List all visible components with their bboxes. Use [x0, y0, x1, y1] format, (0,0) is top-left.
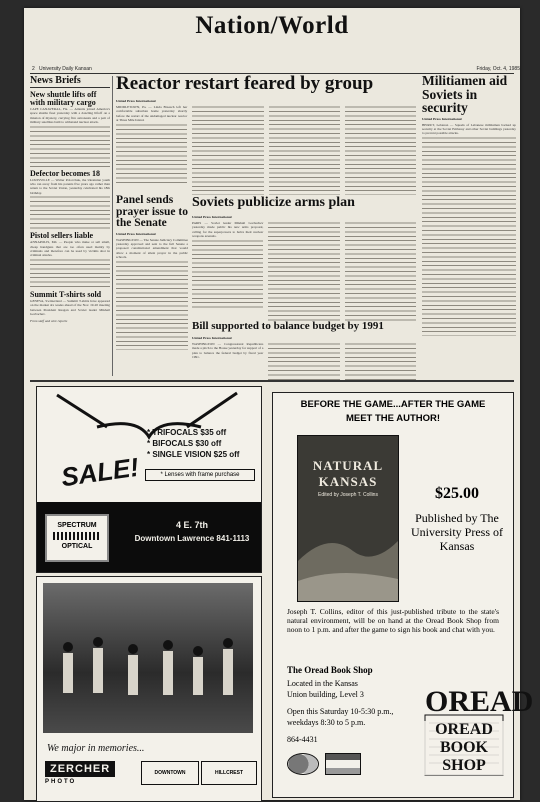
spectrum-footer [37, 502, 261, 572]
band-silhouettes [43, 583, 253, 733]
shop-location-1: Located in the Kansas [287, 679, 358, 688]
folio-line [32, 66, 520, 72]
reactor-headline: Reactor restart feared by group [116, 73, 374, 94]
soviets-byline: United Press International [192, 215, 232, 219]
shop-phone: 864-4431 [287, 735, 318, 744]
budget-lede: WASHINGTON — Congressional Republicans made a pitch to the House yesterday for support of a plan to balance the federal budget by fiscal year 1991. [192, 342, 264, 360]
soviets-headline: Soviets publicize arms plan [192, 195, 355, 210]
militiamen-lede: BEIRUT, Lebanon — Squads of Lebanese militiamen backed up security at the Soviet Embassy and other Soviet buildings yesterday to prevent possible attacks. [422, 122, 516, 136]
brief-2-body [30, 195, 110, 229]
panel-lede: WASHINGTON — The Senate Judiciary Committee yesterday approved and sent to the full Senate a proposed constitutional amendment that would allow a moment of silent prayer in the public schools. [116, 237, 188, 260]
oread-logo-text: OREAD BOOK SHOP [423, 721, 505, 775]
hillcrest-location: HILLCREST [201, 761, 257, 785]
trifocals-price: * TRIFOCALS $35 off [147, 428, 227, 437]
book-cover [297, 435, 399, 602]
mastercard-icon [287, 753, 319, 775]
zercher-sub: PHOTO [45, 779, 77, 785]
panel-story [116, 195, 188, 378]
book-price: $25.00 [435, 485, 479, 502]
shop-name: The Oread Book Shop [287, 665, 373, 675]
brief-1-body [30, 125, 110, 167]
soviets-col-3 [345, 221, 416, 321]
lens-price-list [147, 427, 255, 460]
budget-col-3 [345, 342, 416, 382]
prairie-illustration [298, 491, 398, 601]
reactor-byline: United Press International [116, 99, 156, 103]
spectrum-address-2: Downtown Lawrence 841-1113 [134, 534, 250, 543]
paper-name: University Daily Kansan [38, 66, 92, 72]
panel-byline: United Press International [116, 231, 156, 236]
brief-1-title: New shuttle lifts off with military cargo [30, 90, 97, 107]
shop-hours-1: Open this Saturday 10-5:30 p.m., [287, 707, 394, 716]
reactor-col-4 [345, 105, 416, 195]
budget-columns [192, 342, 416, 382]
section-masthead: Nation/World [195, 12, 349, 39]
reactor-columns [116, 105, 416, 195]
reactor-lede: MIDDLETOWN, Pa. — Linda Braasch left her comfortable suburban home yesterday shortly before the restart of the undamaged nuclear reactor at Three Mile Island. [116, 105, 188, 123]
spectrum-logo [45, 514, 109, 562]
budget-byline: United Press International [192, 336, 232, 340]
shop-location-2: Union building, Level 3 [287, 690, 364, 699]
page-number [32, 66, 92, 72]
soviets-text-1 [192, 239, 263, 309]
reactor-story [116, 97, 416, 193]
reactor-text-1 [116, 123, 187, 183]
ad-divider-rule [30, 380, 514, 382]
book-ad-headline-2: MEET THE AUTHOR! [345, 413, 441, 424]
oread-logo-word-1: OREAD [425, 685, 534, 718]
oread-book-shop-ad [272, 392, 534, 798]
budget-col-2 [268, 342, 339, 382]
soviets-story [192, 213, 416, 319]
panel-headline: Panel sends prayer issue to the Senate [116, 194, 188, 229]
soviets-col-1 [192, 221, 263, 321]
reactor-col-2 [192, 105, 263, 195]
soviets-col-2 [268, 221, 339, 321]
book-cover-title: NATURAL KANSAS [312, 458, 384, 489]
visa-icon [325, 753, 361, 775]
logo-stripes [53, 532, 101, 540]
spectrum-logo-bottom: OPTICAL [61, 543, 93, 550]
brief-4-text: GENEVA, Switzerland — Summit T-shirts have appeared on the market six weeks ahead of the Nov. 19-20 meeting between President Reagan and Soviet leader Mikhail Gorbachev. [30, 298, 110, 317]
reactor-col-3 [269, 105, 340, 195]
militiamen-headline: Militiamen aid Soviets in security [422, 73, 508, 115]
single-vision-price: * SINGLE VISION $25 off [147, 450, 240, 459]
briefs-credit: From staff and wire reports [30, 318, 68, 323]
panel-body [116, 260, 188, 350]
soviets-columns [192, 221, 416, 321]
brief-3-text: ANNAPOLIS, Md. — People who make or sell small, cheap handguns that are too often used mainly by criminals and therefore can be used by victims shot in criminal attacks. [30, 240, 110, 258]
brief-3-body [30, 258, 110, 288]
oread-logo [423, 683, 534, 779]
zercher-photo-ad [36, 576, 262, 802]
issue-date: Friday, Oct. 4, 1985 [476, 66, 520, 72]
column-divider [112, 76, 113, 376]
budget-story [192, 334, 416, 378]
credit-card-logos [287, 753, 387, 777]
budget-headline: Bill supported to balance budget by 1991 [192, 320, 384, 332]
reactor-col-1 [116, 105, 187, 195]
brief-4-title: Summit T-shirts sold [30, 289, 102, 299]
page-number-value: 2 [32, 66, 35, 72]
bifocals-price: * BIFOCALS $30 off [147, 439, 222, 448]
shop-hours-2: weekdays 8:30 to 5 p.m. [287, 718, 366, 727]
lens-note: * Lenses with frame purchase [145, 469, 255, 481]
book-ad-headline: BEFORE THE GAME...AFTER THE GAME [300, 399, 486, 410]
brief-3-title: Pistol sellers liable [30, 231, 94, 241]
militiamen-story [422, 74, 516, 378]
marching-band-photo [43, 583, 253, 733]
news-briefs-column [30, 76, 110, 376]
spectrum-address: 4 E. 7th [175, 520, 208, 530]
brief-1-text: CAPE CANAVERAL, Fla. — Atlantis joined America's space shuttle fleet yesterday with a dazzling liftoff on a mission of mystery, carrying five astronauts and a pair of military satellites built to withstand nuclear attack. [30, 107, 110, 125]
spectrum-logo-top: SPECTRUM [57, 522, 97, 529]
downtown-location: DOWNTOWN [141, 761, 199, 785]
newspaper-page [24, 8, 534, 800]
zercher-logo: ZERCHER [45, 761, 115, 777]
militiamen-body [422, 136, 516, 336]
book-publisher: Published by The University Press of Kansas [411, 511, 503, 553]
militiamen-byline: United Press International [422, 116, 462, 121]
soviets-lede: PARIS — Soviet leader Mikhail Gorbachev yesterday made public his new arms proposal, calling for the superpowers to halve their nuclear weapons arsenals. [192, 221, 264, 239]
sale-title: SALE! [59, 451, 141, 493]
brief-2-title: Defector becomes 18 [30, 168, 101, 178]
briefs-header: News Briefs [30, 76, 110, 88]
book-ad-body: Joseph T. Collins, editor of this just-published tribute to the state's natural environment, will be on hand at the Oread Book Shop from noon to 1 p.m. and after the game to sign his book and chat with you. [287, 607, 499, 634]
book-cover-editor: Edited by Joseph T. Collins [318, 492, 378, 498]
zercher-tagline: We major in memories... [47, 743, 145, 754]
budget-col-1 [192, 342, 263, 382]
spectrum-optical-ad [36, 386, 262, 573]
brief-2-text: LOUISVILLE — Walter Polovchak, the Ukrainian youth who ran away from his parents five years ago rather than return to the Soviet Union, yesterday celebrated his 18th birthday. [30, 177, 110, 195]
